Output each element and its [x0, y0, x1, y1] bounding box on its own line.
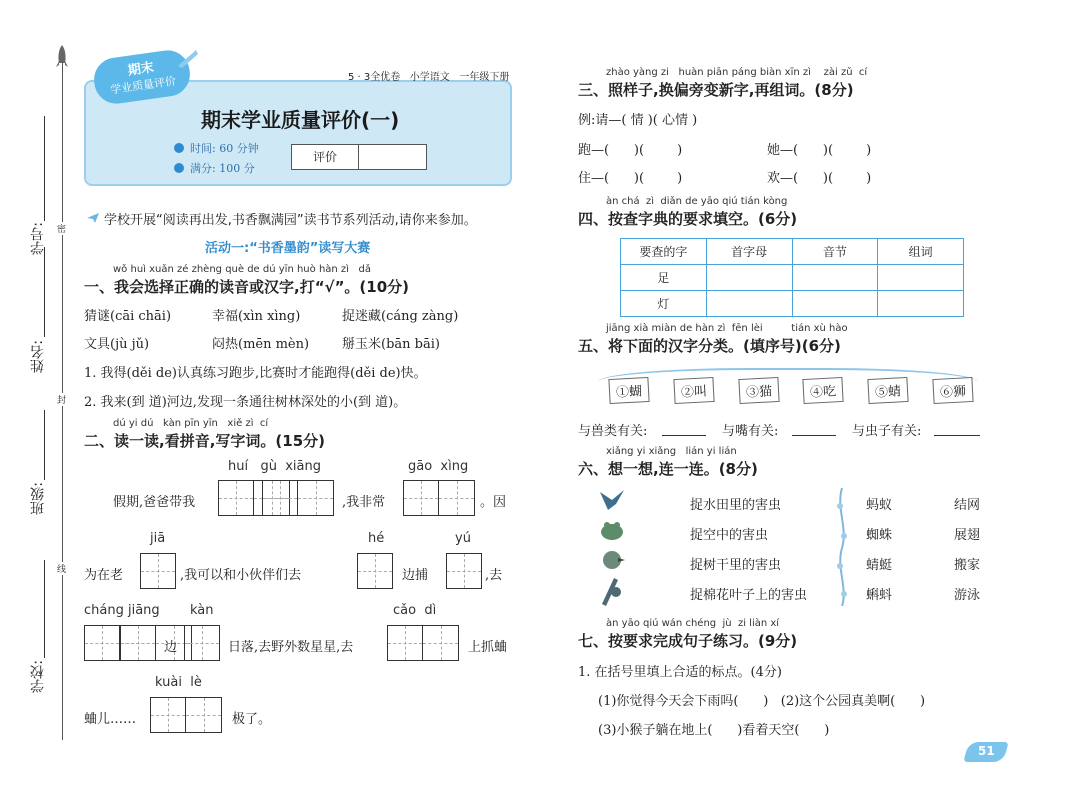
writing-grid[interactable]: [150, 697, 222, 733]
character-card: ④吃: [803, 377, 844, 404]
woodpecker-icon: [598, 548, 626, 572]
table-header: 音节: [792, 239, 878, 265]
match-left-item[interactable]: 捉水田里的害虫: [690, 498, 782, 513]
q3-title: 三、照样子,换偏旁变新字,再组词。(8分): [578, 81, 854, 99]
answer-cell[interactable]: [792, 291, 878, 317]
check-circle-icon: [174, 163, 184, 173]
pinyin-label: yú: [455, 531, 471, 546]
q3-example: 例:请—( 情 )( 心情 ): [578, 113, 698, 128]
q4-pinyin: àn chá zì diǎn de yāo qiú tián kòng: [606, 196, 788, 207]
q2-text: 边捕: [402, 568, 429, 583]
header-time: 时间: 60 分钟: [190, 142, 259, 155]
number-field[interactable]: [44, 116, 45, 221]
table-row: [621, 265, 964, 291]
pinyin-label: kuài lè: [155, 675, 202, 690]
q1-item[interactable]: 文具(jù jǔ): [84, 337, 150, 352]
q2-title: 二、读一读,看拼音,写字词。(15分): [84, 432, 325, 450]
table-cell: 足: [621, 265, 707, 291]
q2-text: ,我非常: [342, 495, 386, 510]
name-field[interactable]: [44, 247, 45, 337]
writing-grid[interactable]: [403, 480, 475, 516]
q4-title: 四、按查字典的要求填空。(6分): [578, 210, 798, 228]
margin-label-class: 班级:: [30, 482, 46, 515]
q5-title: 五、将下面的汉字分类。(填序号)(6分): [578, 337, 841, 355]
writing-grid[interactable]: [262, 480, 334, 516]
eval-box[interactable]: [291, 144, 427, 170]
pinyin-label: hé: [368, 531, 385, 546]
character-card: ⑥狮: [932, 377, 973, 404]
q1-item[interactable]: 幸福(xìn xìng): [212, 309, 301, 324]
q2-text: 为在老: [84, 568, 124, 583]
seal-mark-mi: 密: [57, 222, 66, 235]
badge-line1: 期末: [127, 60, 155, 79]
header-title: 期末学业质量评价(一): [201, 108, 400, 132]
match-mid-item[interactable]: 蜘蛛: [866, 528, 893, 543]
answer-cell[interactable]: [706, 291, 792, 317]
header-score: 满分: 100 分: [190, 162, 255, 175]
margin-label-name: 姓名:: [30, 340, 46, 373]
q2-text: ,我可以和小伙伴们去: [180, 568, 302, 583]
q2-text: 蛐儿……: [84, 712, 137, 727]
q3-row[interactable]: 她—( )( ): [767, 143, 872, 158]
q1-item[interactable]: 猜谜(cāi chāi): [84, 309, 172, 324]
q7-pinyin: àn yāo qiú wán chéng jù zi liàn xí: [606, 618, 780, 629]
seal-mark-xian: 线: [57, 562, 66, 575]
vine-decoration: [834, 488, 850, 606]
pinyin-label: jiā: [150, 531, 166, 546]
seal-mark-feng: 封: [57, 393, 66, 406]
q1-title: 一、我会选择正确的读音或汉字,打“√”。(10分): [84, 278, 410, 296]
q3-row[interactable]: 欢—( )( ): [767, 171, 872, 186]
badge-rocket-icon: [176, 48, 200, 68]
answer-cell[interactable]: [878, 265, 964, 291]
match-right-item[interactable]: 结网: [954, 498, 981, 513]
q1-item[interactable]: 捉迷藏(cáng zàng): [342, 309, 459, 324]
q3-row[interactable]: 跑—( )( ): [578, 143, 683, 158]
q1-item[interactable]: 掰玉米(bān bāi): [342, 337, 440, 352]
writing-grid[interactable]: [120, 625, 192, 661]
intro-text: 学校开展“阅读再出发,书香飘满园”读书节系列活动,请你来参加。: [104, 213, 477, 228]
match-right-item[interactable]: 搬家: [954, 558, 981, 573]
series-info: 5 · 3全优卷 小学语文 一年级下册: [348, 72, 510, 83]
table-header: 首字母: [706, 239, 792, 265]
writing-grid[interactable]: [140, 553, 176, 589]
pinyin-label: cǎo dì: [393, 603, 437, 618]
class-field[interactable]: [44, 410, 45, 480]
q6-pinyin: xiǎng yi xiǎng lián yi lián: [606, 446, 737, 457]
eval-label: 评价: [292, 145, 359, 169]
q2-text: 边: [164, 640, 178, 655]
match-right-item[interactable]: 展翅: [954, 528, 981, 543]
q2-text: 。因: [480, 495, 507, 510]
frog-icon: [598, 518, 626, 542]
q1-item[interactable]: 闷热(mēn mèn): [212, 337, 310, 352]
character-card: ①蝴: [608, 377, 649, 404]
q1-pinyin: wǒ huì xuǎn zé zhèng què de dú yīn huò hàn zì dǎ: [113, 264, 371, 275]
match-right-item[interactable]: 游泳: [954, 588, 981, 603]
answer-cell[interactable]: [878, 291, 964, 317]
q2-pinyin: dú yi dú kàn pīn yīn xiě zì cí: [113, 418, 269, 429]
character-cards: [606, 378, 976, 403]
answer-cell[interactable]: [706, 265, 792, 291]
q2-text: 极了。: [232, 712, 272, 727]
table-row: [621, 291, 964, 317]
q6-title: 六、想一想,连一连。(8分): [578, 460, 758, 478]
answer-cell[interactable]: [792, 265, 878, 291]
writing-grid[interactable]: [184, 625, 220, 661]
pinyin-label: gāo xìng: [408, 459, 469, 474]
character-card: ③猫: [738, 377, 779, 404]
school-field[interactable]: [44, 560, 45, 658]
swallow-icon: [598, 488, 626, 512]
q2-text: 假期,爸爸带我: [113, 495, 196, 510]
table-cell: 灯: [621, 291, 707, 317]
writing-grid[interactable]: [357, 553, 393, 589]
match-left-item[interactable]: 捉树干里的害虫: [690, 558, 782, 573]
writing-grid[interactable]: [387, 625, 459, 661]
q7-title: 七、按要求完成句子练习。(9分): [578, 632, 798, 650]
ladybird-on-branch-icon: [598, 576, 626, 606]
pinyin-label: kàn: [190, 603, 214, 618]
q7-sub: 1. 在括号里填上合适的标点。(4分): [578, 665, 782, 680]
badge-line2: 学业质量评价: [109, 74, 177, 97]
q2-text: 上抓蛐: [468, 640, 508, 655]
character-card: ⑤蜻: [868, 377, 909, 404]
q3-row[interactable]: 住—( )( ): [578, 171, 683, 186]
q5-fill-label: 与兽类有关:: [578, 424, 648, 439]
dictionary-table: [620, 238, 964, 317]
table-header: 组词: [878, 239, 964, 265]
match-mid-item[interactable]: 蚂蚁: [866, 498, 893, 513]
match-mid-item[interactable]: 蜻蜓: [866, 558, 893, 573]
pinyin-label: cháng jiāng: [84, 603, 160, 618]
writing-grid[interactable]: [446, 553, 482, 589]
q5-answer-line[interactable]: [934, 435, 980, 436]
table-header: 要查的字: [621, 239, 707, 265]
match-left-item[interactable]: 捉空中的害虫: [690, 528, 769, 543]
clock-icon: [174, 143, 184, 153]
q1-sentence[interactable]: 2. 我来(到 道)河边,发现一条通往树林深处的小(到 道)。: [84, 395, 407, 410]
q7-sentence[interactable]: (3)小猴子躺在地上( )看着天空( ): [598, 723, 830, 738]
match-mid-item[interactable]: 蝌蚪: [866, 588, 893, 603]
activity-title: 活动一:“书香墨韵”读写大赛: [205, 241, 371, 256]
q5-pinyin: jiāng xià miàn de hàn zì fēn lèi tián xù hào: [606, 323, 848, 334]
character-card: ②叫: [673, 377, 714, 404]
margin-label-school: 学校:: [30, 660, 46, 693]
q2-text: ,去: [485, 568, 503, 583]
q5-answer-line[interactable]: [792, 435, 836, 436]
match-left-item[interactable]: 捉棉花叶子上的害虫: [690, 588, 808, 603]
q5-answer-line[interactable]: [662, 435, 706, 436]
q5-fill-label: 与虫子有关:: [852, 424, 922, 439]
margin-label-number: 学号:: [30, 222, 46, 255]
pinyin-label: huí gù xiāng: [228, 459, 322, 474]
q3-pinyin: zhào yàng zi huàn piān páng biàn xīn zì zài zǔ cí: [606, 67, 868, 78]
q5-fill-label: 与嘴有关:: [722, 424, 779, 439]
q2-text: 日落,去野外数星星,去: [228, 640, 354, 655]
bird-icon: [86, 209, 100, 221]
q7-sentence[interactable]: (1)你觉得今天会下雨吗( ) (2)这个公园真美啊( ): [598, 694, 926, 709]
q1-sentence[interactable]: 1. 我得(děi de)认真练习跑步,比赛时才能跑得(děi de)快。: [84, 366, 427, 381]
page-number: 51: [978, 744, 995, 758]
rocket-icon: [55, 44, 69, 70]
